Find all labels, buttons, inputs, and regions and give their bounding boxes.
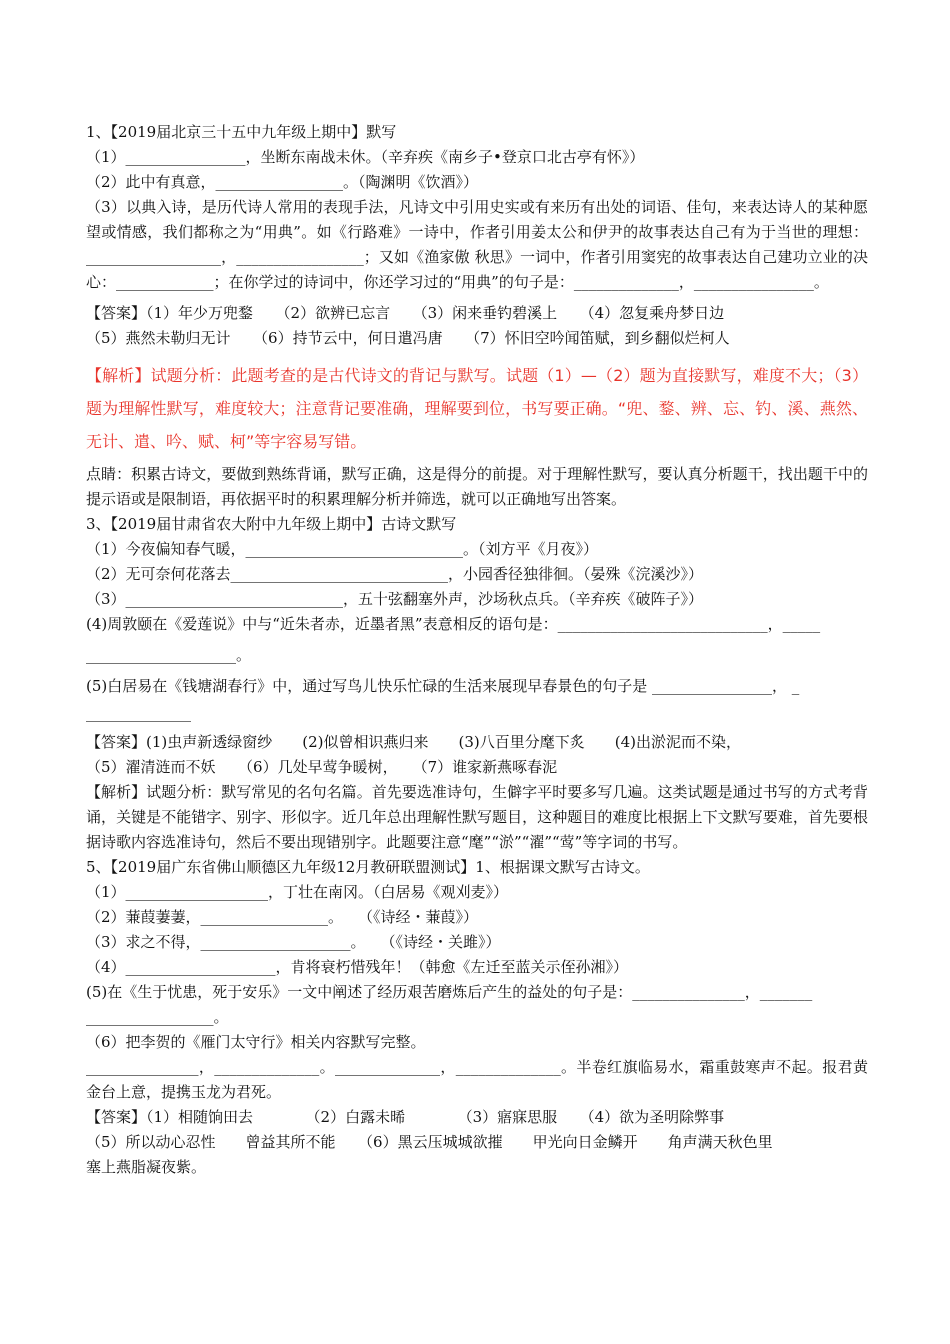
question-1-item-3: （3）以典入诗，是历代诗人常用的表现手法，凡诗文中引用史实或有来历有出处的词语、佳句，来表达诗人的某种愿望或情感，我们都称之为“用典”。如《行路难》一诗中，作者引用姜太公和伊尹的故事表达自己有为于当世的理想：__________________，_________________；又如《渔家傲 秋思》一词中，作者引用窦宪的故事表达自己建功立业的决心：_____________；在你学过的诗词中，你还学习过的“用典”的句子是：______________，________________。 [86,198,868,291]
question-3-item-4-cont: ____________________。 [86,646,252,664]
question-3-answer-line-2: （5）濯清涟而不妖 （6）几处早莺争暖树， （7）谁家新燕啄春泥 [86,758,558,776]
question-5-item-5-cont: _________________。 [86,1008,229,1026]
question-5-item-2: （2）蒹葭萋萋，_________________。 （《诗经・蒹葭》） [86,908,479,926]
question-5-item-1: （1）___________________，丁壮在南冈。（白居易《观刈麦》） [86,883,509,901]
question-3-answer-line-1: 【答案】(1)虫声新透绿窗纱 (2)似曾相识燕归来 (3)八百里分麾下炙 (4)出淤泥而不染， [86,733,741,751]
question-5-answer-line-3: 塞上燕脂凝夜紫。 [86,1158,207,1176]
question-5-answer-line-1: 【答案】（1）相随饷田去 （2）白露未晞 （3）寤寐思服 （4）欲为圣明除弊事 [86,1108,725,1126]
question-5-item-4: （4）____________________，肯将衰朽惜残年！（韩愈《左迁至蓝关示侄孙湘》） [86,958,629,976]
question-3-item-2: （2）无可奈何花落去_____________________________，小园香径独徘徊。（晏殊《浣溪沙》） [86,565,704,583]
question-1-tip: 点睛：积累古诗文，要做到熟练背诵，默写正确，这是得分的前提。对于理解性默写，要认真分析题干，找出题干中的提示语或是限制语，再依据平时的积累理解分析并筛选，就可以正确地写出答案。 [86,465,868,508]
question-1-analysis: 【解析】试题分析：此题考查的是古代诗文的背记与默写。试题（1）—（2）题为直接默写，难度不大；（3）题为理解性默写，难度较大；注意背记要准确，理解要到位，书写要正确。“兜、鍪、辨、忘、钓、溪、燕然、无计、遣、吟、赋、柯”等字容易写错。 [86,366,868,451]
question-3-item-1: （1）今夜偏知春气暖，_____________________________。（刘方平《月夜》） [86,540,599,558]
question-3-analysis: 【解析】试题分析：默写常见的名句名篇。首先要选准诗句，生僻字平时要多写几遍。这类试题是通过书写的方式考背诵，关键是不能错字、别字、形似字。近几年总出理解性默写题目，这种题目的难度比根据上下文默写要难，首先要根据诗歌内容选准诗句，然后不要出现错别字。此题要注意“麾”“淤”“濯”“莺”等字词的书写。 [86,783,868,851]
question-1-answer-line-1: 【答案】（1）年少万兜鍪 （2）欲辨已忘言 （3）闲来垂钓碧溪上 （4）忽复乘舟梦日边 [86,304,725,322]
question-3-item-5-cont: ______________ [86,704,191,722]
question-1-item-1: （1）________________，坐断东南战未休。（辛弃疾《南乡子•登京口北古亭有怀》） [86,148,645,166]
question-1-answer-line-2: （5）燕然未勒归无计 （6）持节云中，何日遣冯唐 （7）怀旧空吟闻笛赋，到乡翻似烂柯人 [86,329,730,347]
question-1-header: 1、【2019届北京三十五中九年级上期中】默写 [86,123,397,141]
question-3-header: 3、【2019届甘肃省农大附中九年级上期中】古诗文默写 [86,515,457,533]
question-3-item-4: (4)周敦颐在《爱莲说》中与“近朱者赤，近墨者黑”表意相反的语句是：____________________________，_____ [86,615,821,633]
question-1-item-2: （2）此中有真意，_________________。（陶渊明《饮酒》） [86,173,479,191]
question-3-item-5: (5)白居易在《钱塘湖春行》中，通过写鸟儿快乐忙碌的生活来展现早春景色的句子是 ________________， _ [86,677,800,695]
question-5-header: 5、【2019届广东省佛山顺德区九年级12月教研联盟测试】1、根据课文默写古诗文。 [86,858,650,876]
question-5-item-6: （6）把李贺的《雁门太守行》相关内容默写完整。 [86,1033,426,1051]
question-5-answer-line-2: （5）所以动心忍性 曾益其所不能 （6）黑云压城城欲摧 甲光向日金鳞开 角声满天秋色里 [86,1133,773,1151]
question-3-item-3: （3）_____________________________，五十弦翻塞外声，沙场秋点兵。（辛弃疾《破阵子》） [86,590,704,608]
question-5-item-5: (5)在《生于忧患，死于安乐》一文中阐述了经历艰苦磨炼后产生的益处的句子是：_______________，_______ [86,983,813,1001]
document-page [86,120,868,1180]
question-5-item-6-content: _______________，______________。______________，______________。半卷红旗临易水，霜重鼓寒声不起。报君黄金台上意，提携玉龙为君死。 [86,1058,868,1101]
question-5-item-3: （3）求之不得，____________________。 （《诗经・关雎》） [86,933,501,951]
